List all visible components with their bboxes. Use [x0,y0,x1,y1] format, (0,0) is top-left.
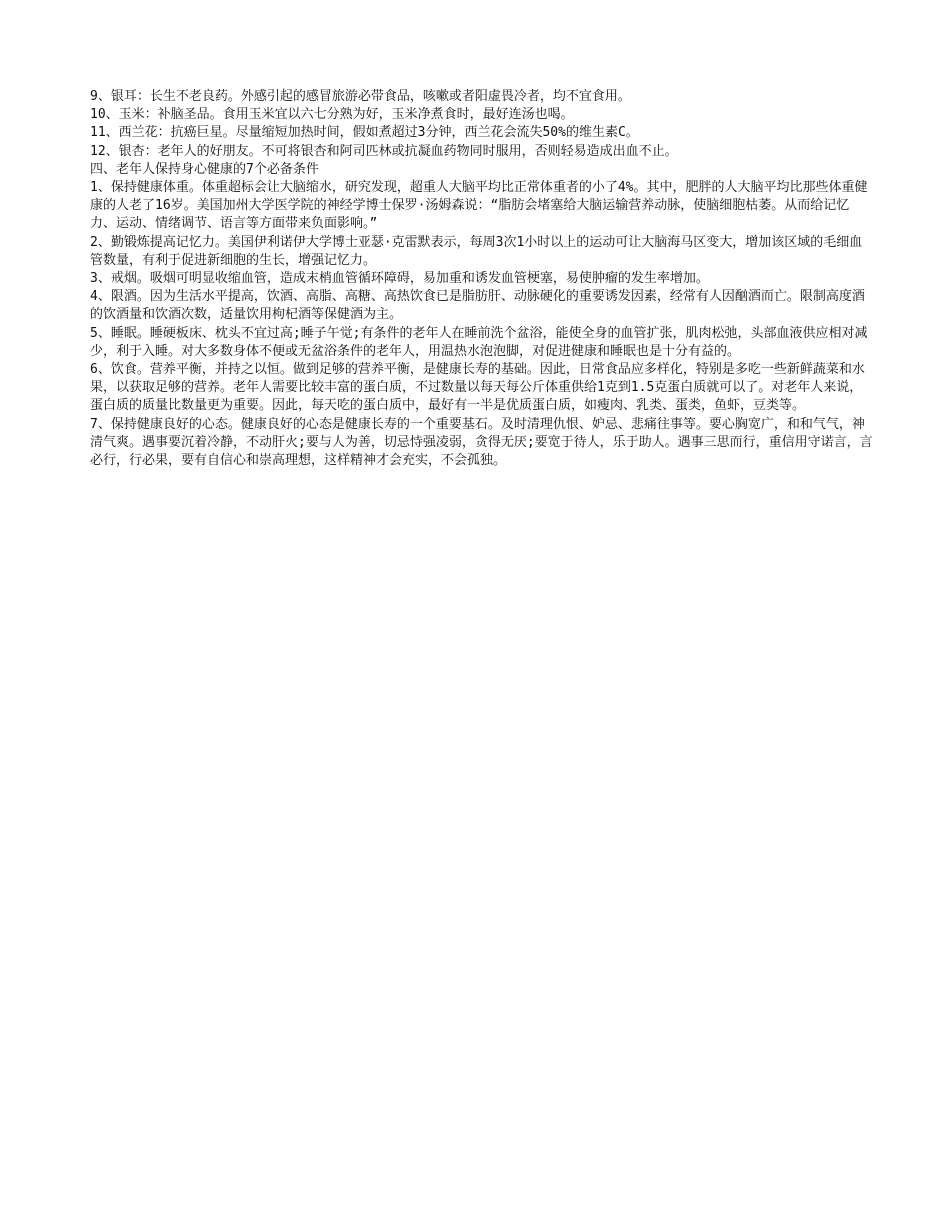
paragraph-mindset: 7、保持健康良好的心态。健康良好的心态是健康长寿的一个重要基石。及时清理仇恨、妒忌、悲痛往事等。要心胸宽广，和和气气，神清气爽。遇事要沉着冷静，不动肝火;要与人为善，切忌恃强凌弱，贪得无厌;要宽于待人，乐于助人。遇事三思而行，重信用守诺言，言必行，行必果，要有自信心和崇高理想，这样精神才会充实，不会孤独。 [90,416,873,469]
paragraph-yiner: 9、银耳：长生不老良药。外感引起的感冒旅游必带食品，咳嗽或者阳虚畏冷者，均不宜食用。 [90,89,631,104]
paragraph-smoking: 3、戒烟。吸烟可明显收缩血管，造成末梢血管循环障碍，易加重和诱发血管梗塞，易使肿瘤的发生率增加。 [90,271,709,287]
paragraph-alcohol: 4、限酒。因为生活水平提高，饮酒、高脂、高糖、高热饮食已是脂肪肝、动脉硬化的重要诱发因素，经常有人因酗酒而亡。限制高度酒的饮酒量和饮酒次数，适量饮用枸杞酒等保健酒为主。 [90,289,865,323]
paragraph-diet: 6、饮食。营养平衡，并持之以恒。做到足够的营养平衡，是健康长寿的基础。因此，日常食品应多样化，特别是多吃一些新鲜蔬菜和水果，以获取足够的营养。老年人需要比较丰富的蛋白质，不过数量以每天每公斤体重供给1克到1.5克蛋白质就可以了。对老年人来说，蛋白质的质量比数量更为重要。因此，每天吃的蛋白质中，最好有一半是优质蛋白质，如瘦肉、乳类、蛋类，鱼虾，豆类等。 [90,362,865,414]
paragraph-yumi: 10、玉米：补脑圣品。食用玉米宜以六七分熟为好，玉米净煮食时，最好连汤也喝。 [90,107,574,123]
paragraph-weight: 1、保持健康体重。体重超标会让大脑缩水，研究发现，超重人大脑平均比正常体重者的小了4%。其中，肥胖的人大脑平均比那些体重健康的人老了16岁。美国加州大学医学院的神经学博士保罗·汤姆森说：“脂肪会堵塞给大脑运输营养动脉，使脑细胞枯萎。从而给记忆力、运动、情绪调节、语言等方面带来负面影响。” [90,180,868,232]
paragraph-xilanhua: 11、西兰花：抗癌巨星。尽量缩短加热时间，假如煮超过3分钟，西兰花会流失50%的维生素C。 [90,125,639,141]
document-page [90,88,875,470]
section-heading: 四、老年人保持身心健康的7个必备条件 [90,161,319,177]
paragraph-exercise: 2、勤锻炼提高记忆力。美国伊利诺伊大学博士亚瑟·克雷默表示，每周3次1小时以上的运动可让大脑海马区变大，增加该区域的毛细血管数量，有利于促进新细胞的生长，增强记忆力。 [90,234,863,268]
paragraph-yinxing: 12、银杏：老年人的好朋友。不可将银杏和阿司匹林或抗凝血药物同时服用，否则轻易造成出血不止。 [90,143,678,159]
paragraph-sleep: 5、睡眠。睡硬板床、枕头不宜过高;睡子午觉;有条件的老年人在睡前洗个盆浴，能使全身的血管扩张，肌肉松弛，头部血液供应相对减少，利于入睡。对大多数身体不便或无盆浴条件的老年人，用温热水泡泡脚，对促进健康和睡眠也是十分有益的。 [90,325,868,359]
